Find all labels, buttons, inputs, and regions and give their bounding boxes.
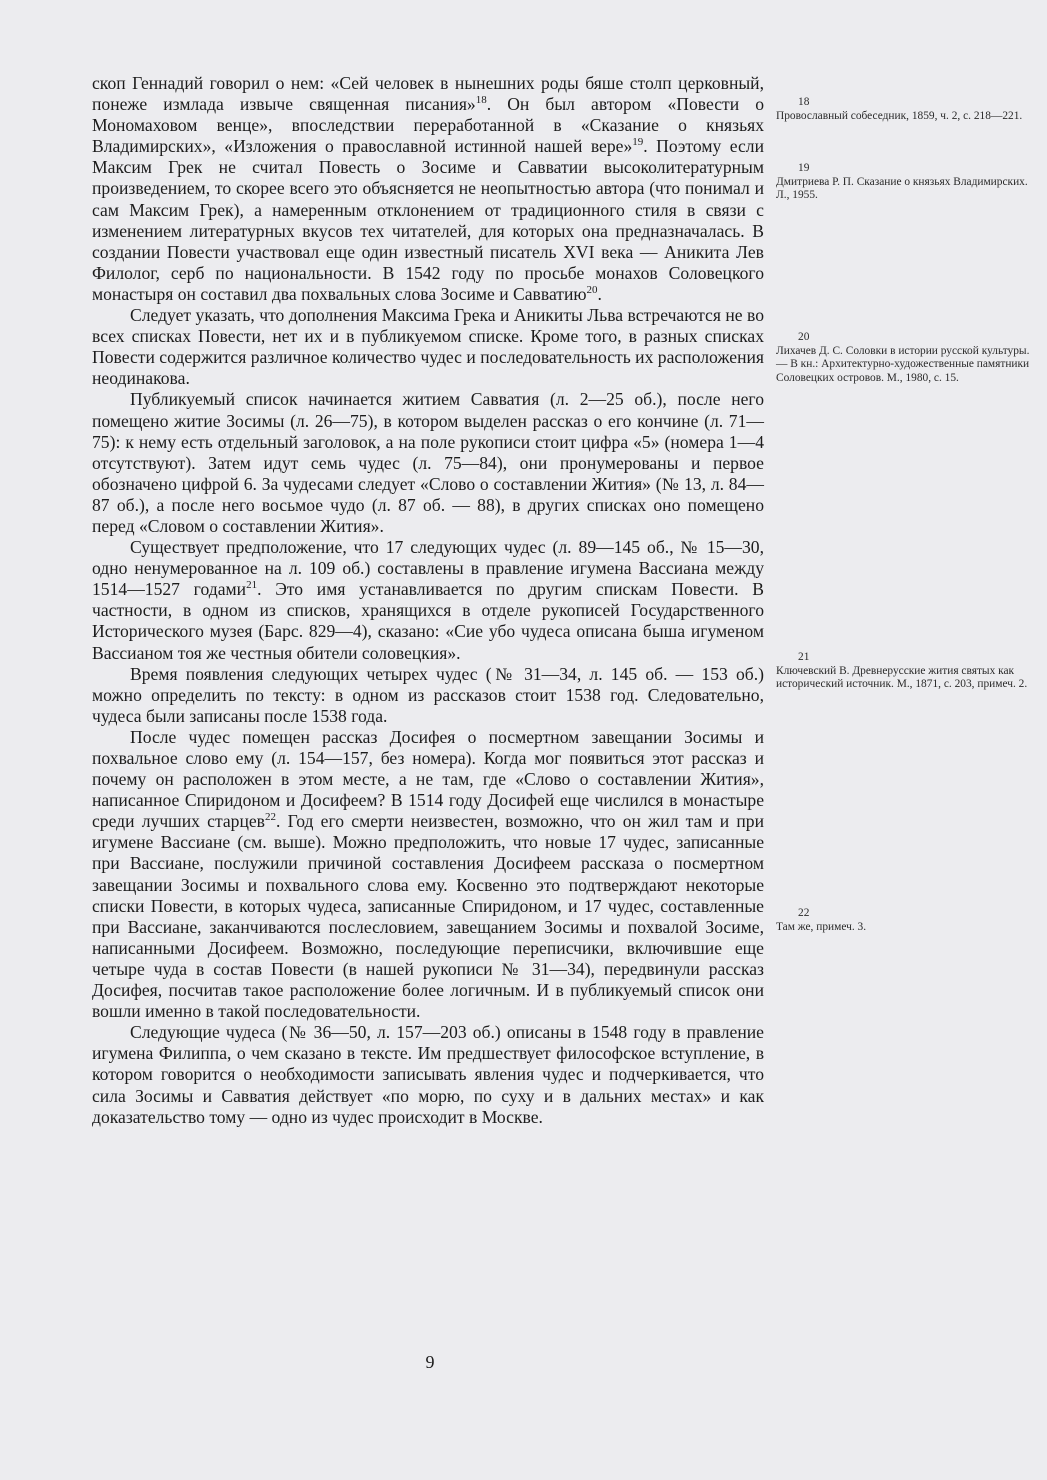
- paragraph-text: Следует указать, что дополнения Максима Грека и Аникиты Льва встречаются не во всех списках Повести, нет их и в публикуемом списке. Кроме того, в разных списках Повести содержится различное количество чудес и последовательность их расположения неодинакова.: [92, 305, 764, 389]
- paragraph: [92, 1022, 764, 1127]
- footnote-number: 22: [798, 907, 810, 919]
- footnote-reference: 19: [632, 136, 644, 149]
- paragraph-text: . Год его смерти неизвестен, возможно, что он жил там и при игумене Вассиане (см. выше). Можно предположить, что новые 17 чудес, записанные при Вассиане, послужили причиной составления Досифеем рассказа о посмертном завещании Зосимы и похвального слова ему. Косвенно это подтверждают некоторые списки Повести, в которых чудеса, записанные Спиридоном, и 17 чудес, составленные при Вассиане, заканчиваются послесловием, завещанием Зосимы и похвалой Зосиме, написанными Досифеем. Возможно, последующие переписчики, включившие еще четыре чуда в состав Повести (в нашей рукописи № 31—34), передвинули рассказ Досифея, посчитав такое расположение более логичным. И в публикуемый список они вошли именно в такой последовательности.: [92, 811, 764, 1022]
- paragraph-text: После чудес помещен рассказ Досифея о посмертном завещании Зосимы и похвальное слово ему (л. 154—157, без номера). Когда мог появиться этот рассказ и почему он расположен в этом месте, а не там, где «Слово о составлении Жития», написанное Спиридоном и Досифеем? В 1514 году Досифей еще числился в монастыре среди лучших старцев: [92, 726, 764, 832]
- footnote-reference: 18: [475, 94, 487, 107]
- paragraph-text: Существует предположение, что 17 следующих чудес (л. 89—145 об., № 15—30, одно ненумерованное на л. 109 об.) составлены в правление игумена Вассиана между 1514—1527 годами: [92, 537, 764, 600]
- paragraph: [92, 664, 764, 727]
- footnote-reference: 22: [265, 811, 276, 824]
- paragraph: [92, 73, 764, 305]
- paragraph-text: Время появления следующих четырех чудес (№ 31—34, л. 145 об. — 153 об.) можно определить по тексту: в одном из рассказов стоит 1538 год. Следовательно, чудеса были записаны после 1538 года.: [92, 663, 764, 726]
- paragraph-text: Следующие чудеса (№ 36—50, л. 157—203 об.) описаны в 1548 году в правление игумена Филиппа, о чем сказано в тексте. Им предшествует философское вступление, в котором говорится о необходимости записывать явления чудес и подчеркивается, что сила Зосимы и Савватия действует «по морю, по суху и в дальних местах» и как доказательство тому — одно из чудес происходит в Москве.: [92, 1022, 764, 1127]
- paragraph-text: .: [597, 283, 602, 304]
- footnote-number: 19: [798, 162, 810, 174]
- paragraph-text: . Поэтому если Максим Грек не считал Повесть о Зосиме и Савватии высоколитературным произведением, то скорее всего это объясняется не неопытностью автора (что понимал и сам Максим Грек), а намеренным отклонением от традиционного стиля в связи с изменением литературных вкусов тех читателей, для которых она предназначалась. В создании Повести участвовал еще один известный писатель XVI века — Аникита Лев Филолог, серб по национальности. В 1542 году по просьбе монахов Соловецкого монастыря он составил два похвальных слова Зосиме и Савватию: [92, 136, 764, 304]
- paragraph: [92, 727, 764, 1022]
- footnote-22: [776, 907, 1038, 934]
- paragraph: [92, 305, 764, 389]
- paragraph-text: Публикуемый список начинается житием Савватия (л. 2—25 об.), после него помещено житие Зосимы (л. 26—75), в котором выделен рассказ о его кончине (л. 71—75): к нему есть отдельный заголовок, а на поле рукописи стоит цифра «5» (номера 1—4 отсутствуют). Затем идут семь чудес (л. 75—84), они пронумерованы и первое обозначено цифрой 6. За чудесами следует «Слово о составлении Жития» (№ 13, л. 84—87 об.), а после него восьмое чудо (л. 87 об. — 88), в других списках оно помещено перед «Словом о составлении Жития».: [92, 389, 764, 536]
- paragraph-text: скоп Геннадий говорил о нем: «Сей человек в нынешних роды бяше столп церковный, понеже измлада извыче священная писания»: [92, 73, 764, 115]
- footnote-21: [776, 651, 1038, 692]
- paragraph-text: . Это имя устанавливается по другим спискам Повести. В частности, в одном из списков, хранящихся в отделе рукописей Государственного Исторического музея (Барс. 829—4), сказано: «Сие убо чудеса описана быша игуменом Вассианом тоя же честныя обители соловецкия».: [92, 579, 765, 663]
- footnote-reference: 20: [586, 284, 598, 297]
- paragraph-text: . Он был автором «Повести о Мономаховом венце», впоследствии переработанной в «Сказание о князьях Владимирских», «Изложения о православной истинной нашей вере»: [92, 94, 764, 157]
- footnote-number: 18: [798, 96, 810, 108]
- paragraph: [92, 537, 764, 664]
- main-text-column: [92, 73, 764, 1128]
- footnote-number: 21: [798, 651, 810, 663]
- footnote-reference: 21: [246, 579, 258, 592]
- footnote-text: Ключевский В. Древнерусские жития святых как исторический источник. М., 1871, с. 203, примеч. 2.: [776, 664, 1028, 691]
- footnote-text: Дмитриева Р. П. Сказание о князьях Владимирских. Л., 1955.: [776, 175, 1028, 202]
- footnote-18: [776, 96, 1038, 123]
- footnote-text: Там же, примеч. 3.: [776, 920, 867, 933]
- footnote-text: Лихачев Д. С. Соловки в истории русской культуры. — В кн.: Архитектурно-художественные памятники Соловецких островов. М., 1980, с. 15.: [776, 344, 1030, 384]
- footnote-number: 20: [798, 331, 810, 343]
- footnote-20: [776, 331, 1038, 385]
- footnote-19: [776, 162, 1038, 203]
- paragraph: [92, 389, 764, 537]
- footnote-text: Провославный собеседник, 1859, ч. 2, с. 218—221.: [776, 109, 1023, 122]
- page-number: 9: [425, 1352, 435, 1372]
